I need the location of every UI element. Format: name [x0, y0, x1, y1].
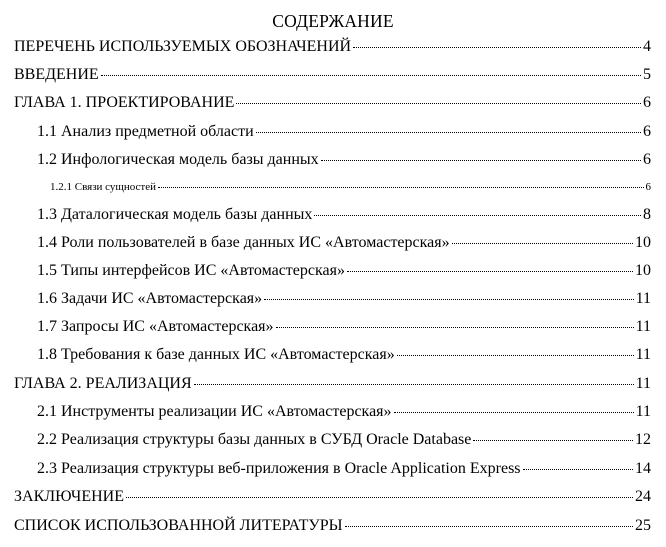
- toc-entry-1-4[interactable]: [37, 233, 651, 253]
- toc-entry-1-8[interactable]: [37, 345, 651, 365]
- toc-entry-page: 24: [635, 488, 651, 505]
- dot-leader: [158, 187, 643, 188]
- toc-entry-2-1[interactable]: [37, 402, 651, 422]
- toc-entry-1-2-1[interactable]: [50, 180, 651, 194]
- toc-entry-label: ГЛАВА 2. РЕАЛИЗАЦИЯ: [14, 375, 192, 392]
- toc-entry-1-6[interactable]: [37, 289, 651, 309]
- toc-entry-references[interactable]: [14, 516, 651, 536]
- dot-leader: [452, 243, 633, 244]
- dot-leader: [473, 440, 633, 441]
- toc-entry-page: 6: [643, 94, 651, 111]
- dot-leader: [321, 160, 641, 161]
- toc-entry-label: 2.3 Реализация структуры веб-приложения в Oracle Application Express: [37, 460, 521, 477]
- toc-entry-conclusion[interactable]: [14, 487, 651, 507]
- toc-entry-abbreviations[interactable]: [14, 37, 651, 57]
- toc-entry-page: 8: [643, 206, 651, 223]
- toc-entry-1-2[interactable]: [37, 150, 651, 170]
- dot-leader: [276, 327, 634, 328]
- toc-entry-page: 6: [643, 151, 651, 168]
- toc-entry-label: 1.2.1 Связи сущностей: [50, 181, 157, 193]
- dot-leader: [523, 469, 633, 470]
- dot-leader: [394, 412, 634, 413]
- toc-entry-page: 10: [635, 234, 651, 251]
- toc-entry-label: 2.2 Реализация структуры базы данных в СУБД Oracle Database: [37, 431, 472, 448]
- toc-entry-page: 12: [635, 431, 651, 448]
- toc-entry-label: 1.2 Инфологическая модель базы данных: [37, 151, 319, 168]
- toc-entry-2-3[interactable]: [37, 459, 651, 479]
- dot-leader: [256, 132, 641, 133]
- toc-entry-page: 6: [645, 181, 651, 193]
- toc-entry-label: 1.4 Роли пользователей в базе данных ИС «Автомастерская»: [37, 234, 450, 251]
- dot-leader: [126, 497, 633, 498]
- toc-entry-label: 1.5 Типы интерфейсов ИС «Автомастерская»: [37, 262, 345, 279]
- toc-entry-page: 11: [635, 290, 651, 307]
- toc-entry-label: 1.3 Даталогическая модель базы данных: [37, 206, 313, 223]
- toc-entry-page: 25: [635, 517, 651, 534]
- toc-entry-page: 11: [635, 403, 651, 420]
- toc-entry-page: 6: [643, 123, 651, 140]
- toc-entry-label: 1.1 Анализ предметной области: [37, 123, 254, 140]
- toc-entry-label: 1.6 Задачи ИС «Автомастерская»: [37, 290, 263, 307]
- toc-entry-label: 2.1 Инструменты реализации ИС «Автомастерская»: [37, 403, 392, 420]
- toc-entry-page: 11: [635, 318, 651, 335]
- toc-entry-chapter-1[interactable]: [14, 93, 651, 113]
- toc-entry-label: 1.7 Запросы ИС «Автомастерская»: [37, 318, 274, 335]
- toc-entry-label: ПЕРЕЧЕНЬ ИСПОЛЬЗУЕМЫХ ОБОЗНАЧЕНИЙ: [14, 38, 352, 55]
- dot-leader: [397, 355, 634, 356]
- toc-entry-page: 4: [643, 38, 651, 55]
- toc-entry-2-2[interactable]: [37, 430, 651, 450]
- toc-entry-label: 1.8 Требования к базе данных ИС «Автомастерская»: [37, 346, 395, 363]
- dot-leader: [347, 271, 633, 272]
- dot-leader: [353, 47, 641, 48]
- toc-entry-page: 5: [643, 66, 651, 83]
- toc-entry-page: 11: [635, 375, 651, 392]
- dot-leader: [345, 526, 633, 527]
- toc-entry-page: 10: [635, 262, 651, 279]
- toc-entry-1-1[interactable]: [37, 122, 651, 142]
- toc-entry-label: ГЛАВА 1. ПРОЕКТИРОВАНИЕ: [14, 94, 235, 111]
- dot-leader: [314, 215, 641, 216]
- toc-entry-1-7[interactable]: [37, 317, 651, 337]
- toc-entry-1-3[interactable]: [37, 205, 651, 225]
- dot-leader: [194, 384, 634, 385]
- dot-leader: [101, 75, 641, 76]
- dot-leader: [236, 103, 641, 104]
- toc-entry-label: СПИСОК ИСПОЛЬЗОВАННОЙ ЛИТЕРАТУРЫ: [14, 517, 343, 534]
- toc-title: СОДЕРЖАНИЕ: [272, 11, 394, 31]
- toc-entry-label: ВВЕДЕНИЕ: [14, 66, 99, 83]
- toc-entry-page: 11: [635, 346, 651, 363]
- toc-entry-introduction[interactable]: [14, 65, 651, 85]
- toc-entry-chapter-2[interactable]: [14, 374, 651, 394]
- toc-entry-label: ЗАКЛЮЧЕНИЕ: [14, 488, 124, 505]
- toc-entry-page: 14: [635, 460, 651, 477]
- dot-leader: [264, 299, 633, 300]
- toc-entry-1-5[interactable]: [37, 261, 651, 281]
